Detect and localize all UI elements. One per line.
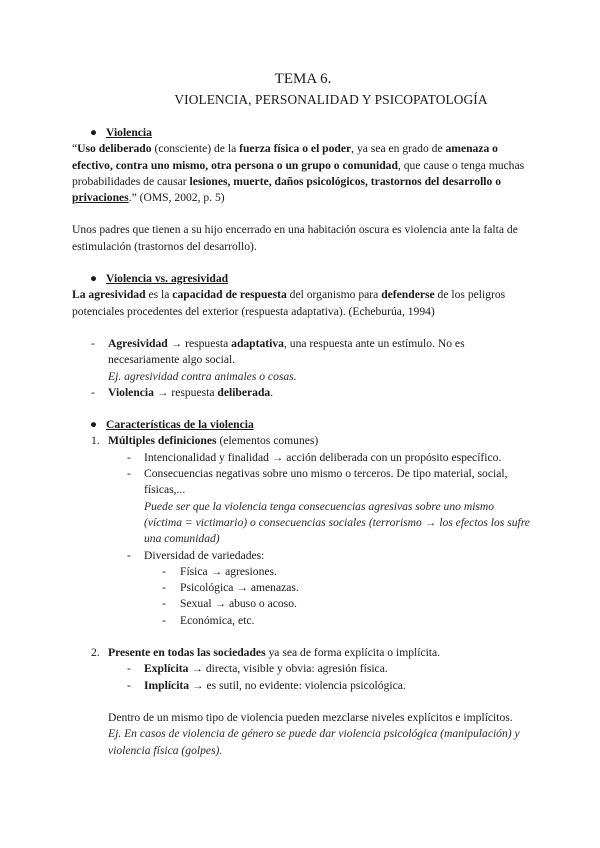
list-item: 2. Presente en todas las sociedades ya sea de forma explícita o implícita. - Explícita → directa, visible y obvia: agresión física. - Implícita → es sutil, no evidente: violencia psicológica. Dentro de un mismo tipo de violencia pueden mezclarse niveles explícitos e implícitos. Ej. En casos de violencia de género se puede dar violencia psicológica (manipulación) y violencia física (golpes). (72, 645, 532, 759)
caracteristicas-list (72, 433, 532, 758)
sub-list (108, 450, 532, 629)
list-item: - Sexual → abuso o acoso. (162, 597, 297, 611)
bullet-icon: ● (90, 272, 98, 286)
sub-list (108, 661, 532, 694)
example-note: Ej. En casos de violencia de género se puede dar violencia psicológica (manipulación) y violencia física (golpes). (108, 727, 520, 757)
section-heading-violencia-vs-agresividad: ● Violencia vs. agresividad (72, 271, 532, 287)
section-heading-violencia: ● Violencia (72, 125, 532, 141)
list-item: - Consecuencias negativas sobre uno mismo o terceros. De tipo material, social, físicas,... Puede ser que la violencia tenga consecuencias agresivas sobre uno mismo (víctima = victimario) o consecuencias sociales (terrorismo → los efectos los sufre una comunidad) (127, 467, 530, 546)
list-item: - Intencionalidad y finalidad → acción deliberada con un propósito específico. (127, 450, 502, 464)
bullet-icon: ● (90, 126, 98, 139)
doc-title: TEMA 6. (274, 71, 332, 87)
list-item: - Violencia → respuesta deliberada. (91, 385, 274, 399)
sub-sub-list (144, 564, 532, 629)
list-item: 1. Múltiples definiciones (elementos comunes) - Intencionalidad y finalidad → acción deliberada con un propósito específico. - Consecuencias negativas sobre uno mismo o terceros. De tipo material, social, físicas,... Puede ser que la violencia tenga consecuencias agresivas sobre uno mismo (víctima = victimario) o consecuencias sociales (terrorismo → los efectos los sufre una comunidad) - Diversidad de variedades: - Física → agresiones. - Psicológica → amenazas. - Sexual → abuso o acoso. - Económica, etc. (72, 433, 532, 629)
section-heading-caracteristicas: ● Características de la violencia (72, 417, 532, 433)
closing-paragraph: Dentro de un mismo tipo de violencia pueden mezclarse niveles explícitos e implícitos. (108, 710, 513, 724)
list-item: - Física → agresiones. (162, 564, 277, 578)
agresividad-violencia-list (72, 336, 532, 401)
list-item: - Explícita → directa, visible y obvia: agresión física. (127, 662, 388, 676)
list-item: - Económica, etc. (162, 613, 255, 627)
example-note: Ej. agresividad contra animales o cosas. (108, 369, 297, 383)
agresividad-definition: La agresividad es la capacidad de respuesta del organismo para defenderse de los peligros potenciales procedentes del exterior (respuesta adaptativa). (Echeburúa, 1994) (72, 288, 506, 318)
example-paragraph: Unos padres que tienen a su hijo encerrado en una habitación oscura es violencia ante la falta de estimulación (trastornos del desarrollo). (72, 223, 518, 253)
list-item: - Psicológica → amenazas. (162, 581, 299, 595)
document-page (72, 70, 532, 759)
list-item: - Diversidad de variedades: - Física → agresiones. - Psicológica → amenazas. - Sexual → abuso o acoso. - Económica, etc. (108, 548, 532, 629)
example-note: Puede ser que la violencia tenga consecuencias agresivas sobre uno mismo (víctima = victimario) o consecuencias sociales (terrorismo → los efectos los sufre una comunidad) (144, 499, 530, 546)
bullet-icon: ● (90, 418, 98, 432)
list-item: - Agresividad → respuesta adaptativa, una respuesta ante un estímulo. No es necesariamente algo social. Ej. agresividad contra animales o cosas. (91, 336, 465, 383)
doc-subtitle: VIOLENCIA, PERSONALIDAD Y PSICOPATOLOGÍA (174, 92, 488, 107)
oms-definition-quote: “Uso deliberado (consciente) de la fuerza física o el poder, ya sea en grado de amenaza o efectivo, contra uno mismo, otra persona o un grupo o comunidad, que cause o tenga muchas probabilidades de causar lesiones, muerte, daños psicológicos, trastornos del desarrollo o privaciones.” (OMS, 2002, p. 5) (72, 142, 525, 205)
list-item: - Implícita → es sutil, no evidente: violencia psicológica. (127, 678, 406, 692)
